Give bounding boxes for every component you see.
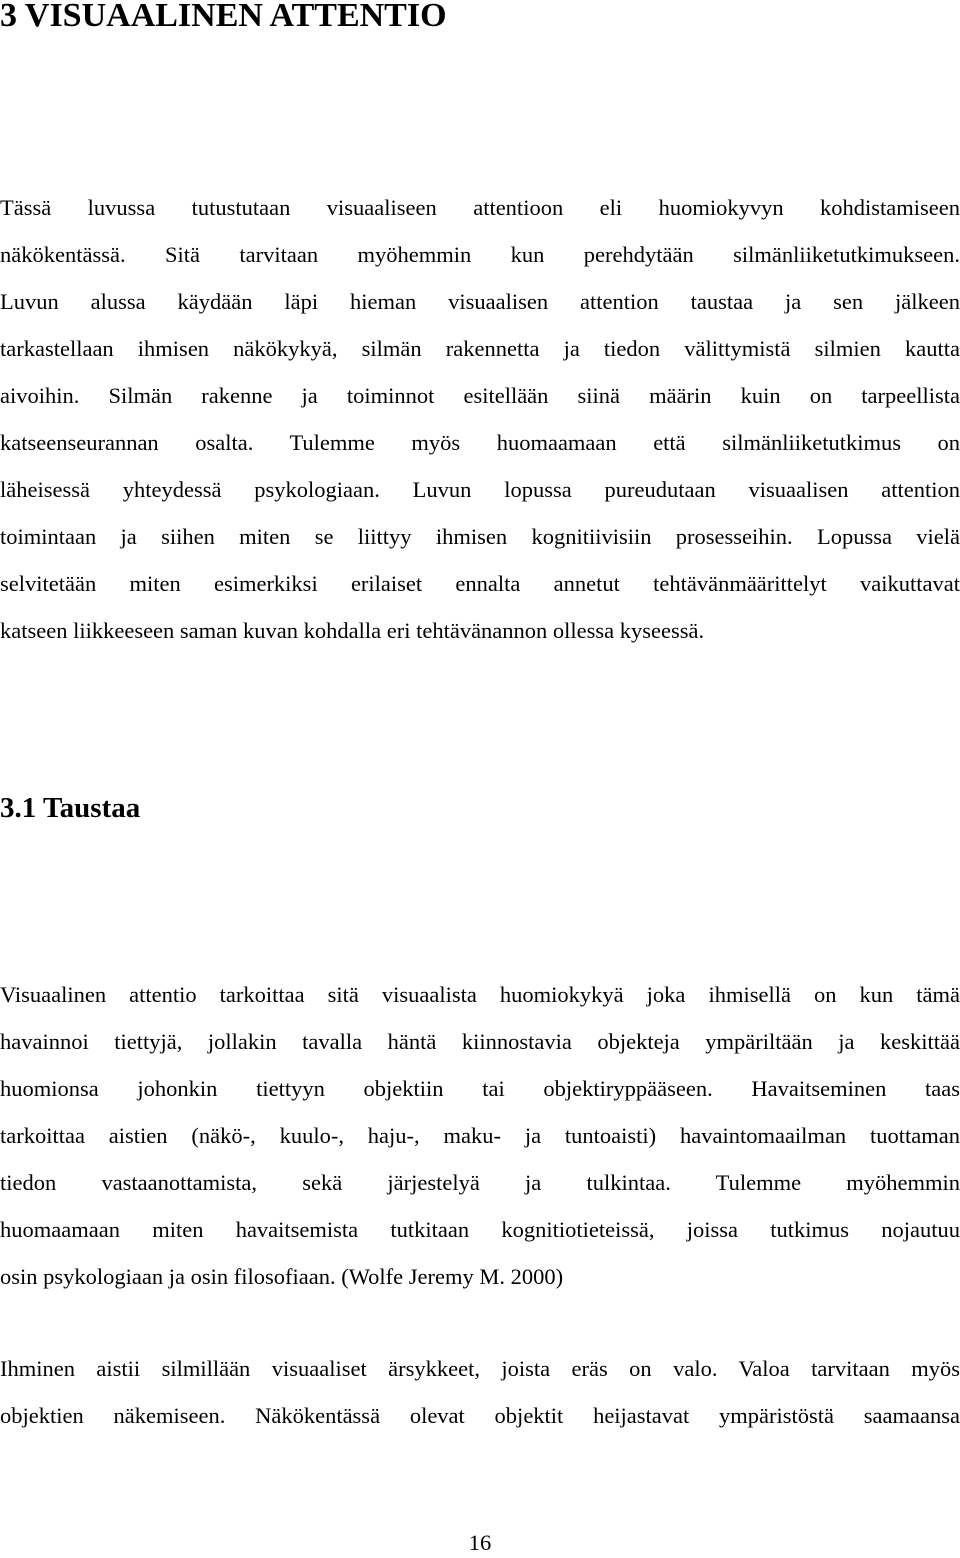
intro-paragraph [0, 184, 960, 654]
text-line: Ihminen aistii silmillään visuaaliset ärsykkeet, joista eräs on valo. Valoa tarvitaan myös [0, 1356, 960, 1381]
text-line: Luvun alussa käydään läpi hieman visuaalisen attention taustaa ja sen jälkeen [0, 289, 960, 314]
text-line: katseen liikkeeseen saman kuvan kohdalla eri tehtävänannon ollessa kyseessä. [0, 618, 705, 643]
section-paragraph [0, 1345, 960, 1439]
text-line: toimintaan ja siihen miten se liittyy ihmisen kognitiivisiin prosesseihin. Lopussa vielä [0, 524, 960, 549]
text-line: tarkastellaan ihmisen näkökykyä, silmän rakennetta ja tiedon välittymistä silmien kautta [0, 336, 960, 361]
text-line: huomionsa johonkin tiettyyn objektiin tai objektiryppääseen. Havaitseminen taas [0, 1076, 960, 1101]
text-line: Tässä luvussa tutustutaan visuaaliseen attentioon eli huomiokyvyn kohdistamiseen [0, 195, 960, 220]
chapter-title: 3 VISUAALINEN ATTENTIO [0, 0, 447, 34]
text-line: selvitetään miten esimerkiksi erilaiset ennalta annetut tehtävänmäärittelyt vaikuttavat [0, 571, 960, 596]
text-line: läheisessä yhteydessä psykologiaan. Luvun lopussa pureudutaan visuaalisen attention [0, 477, 960, 502]
text-line: aivoihin. Silmän rakenne ja toiminnot esitellään siinä määrin kuin on tarpeellista [0, 383, 960, 408]
text-line: näkökentässä. Sitä tarvitaan myöhemmin kun perehdytään silmänliiketutkimukseen. [0, 242, 960, 267]
section-paragraph [0, 971, 960, 1300]
text-line: osin psykologiaan ja osin filosofiaan. (Wolfe Jeremy M. 2000) [0, 1264, 564, 1289]
text-line: tiedon vastaanottamista, sekä järjestelyä ja tulkintaa. Tulemme myöhemmin [0, 1170, 960, 1195]
text-line: Visuaalinen attentio tarkoittaa sitä visuaalista huomiokykyä joka ihmisellä on kun tämä [0, 982, 960, 1007]
section-title: 3.1 Taustaa [0, 792, 141, 824]
text-line: havainnoi tiettyjä, jollakin tavalla häntä kiinnostavia objekteja ympäriltään ja keskittää [0, 1029, 960, 1054]
text-line: objektien näkemiseen. Näkökentässä olevat objektit heijastavat ympäristöstä saamaansa [0, 1403, 960, 1428]
text-line: tarkoittaa aistien (näkö-, kuulo-, haju-, maku- ja tuntoaisti) havaintomaailman tuottaman [0, 1123, 960, 1148]
page-number: 16 [468, 1530, 492, 1555]
text-line: katseenseurannan osalta. Tulemme myös huomaamaan että silmänliiketutkimus on [0, 430, 960, 455]
text-line: huomaamaan miten havaitsemista tutkitaan kognitiotieteissä, joissa tutkimus nojautuu [0, 1217, 960, 1242]
